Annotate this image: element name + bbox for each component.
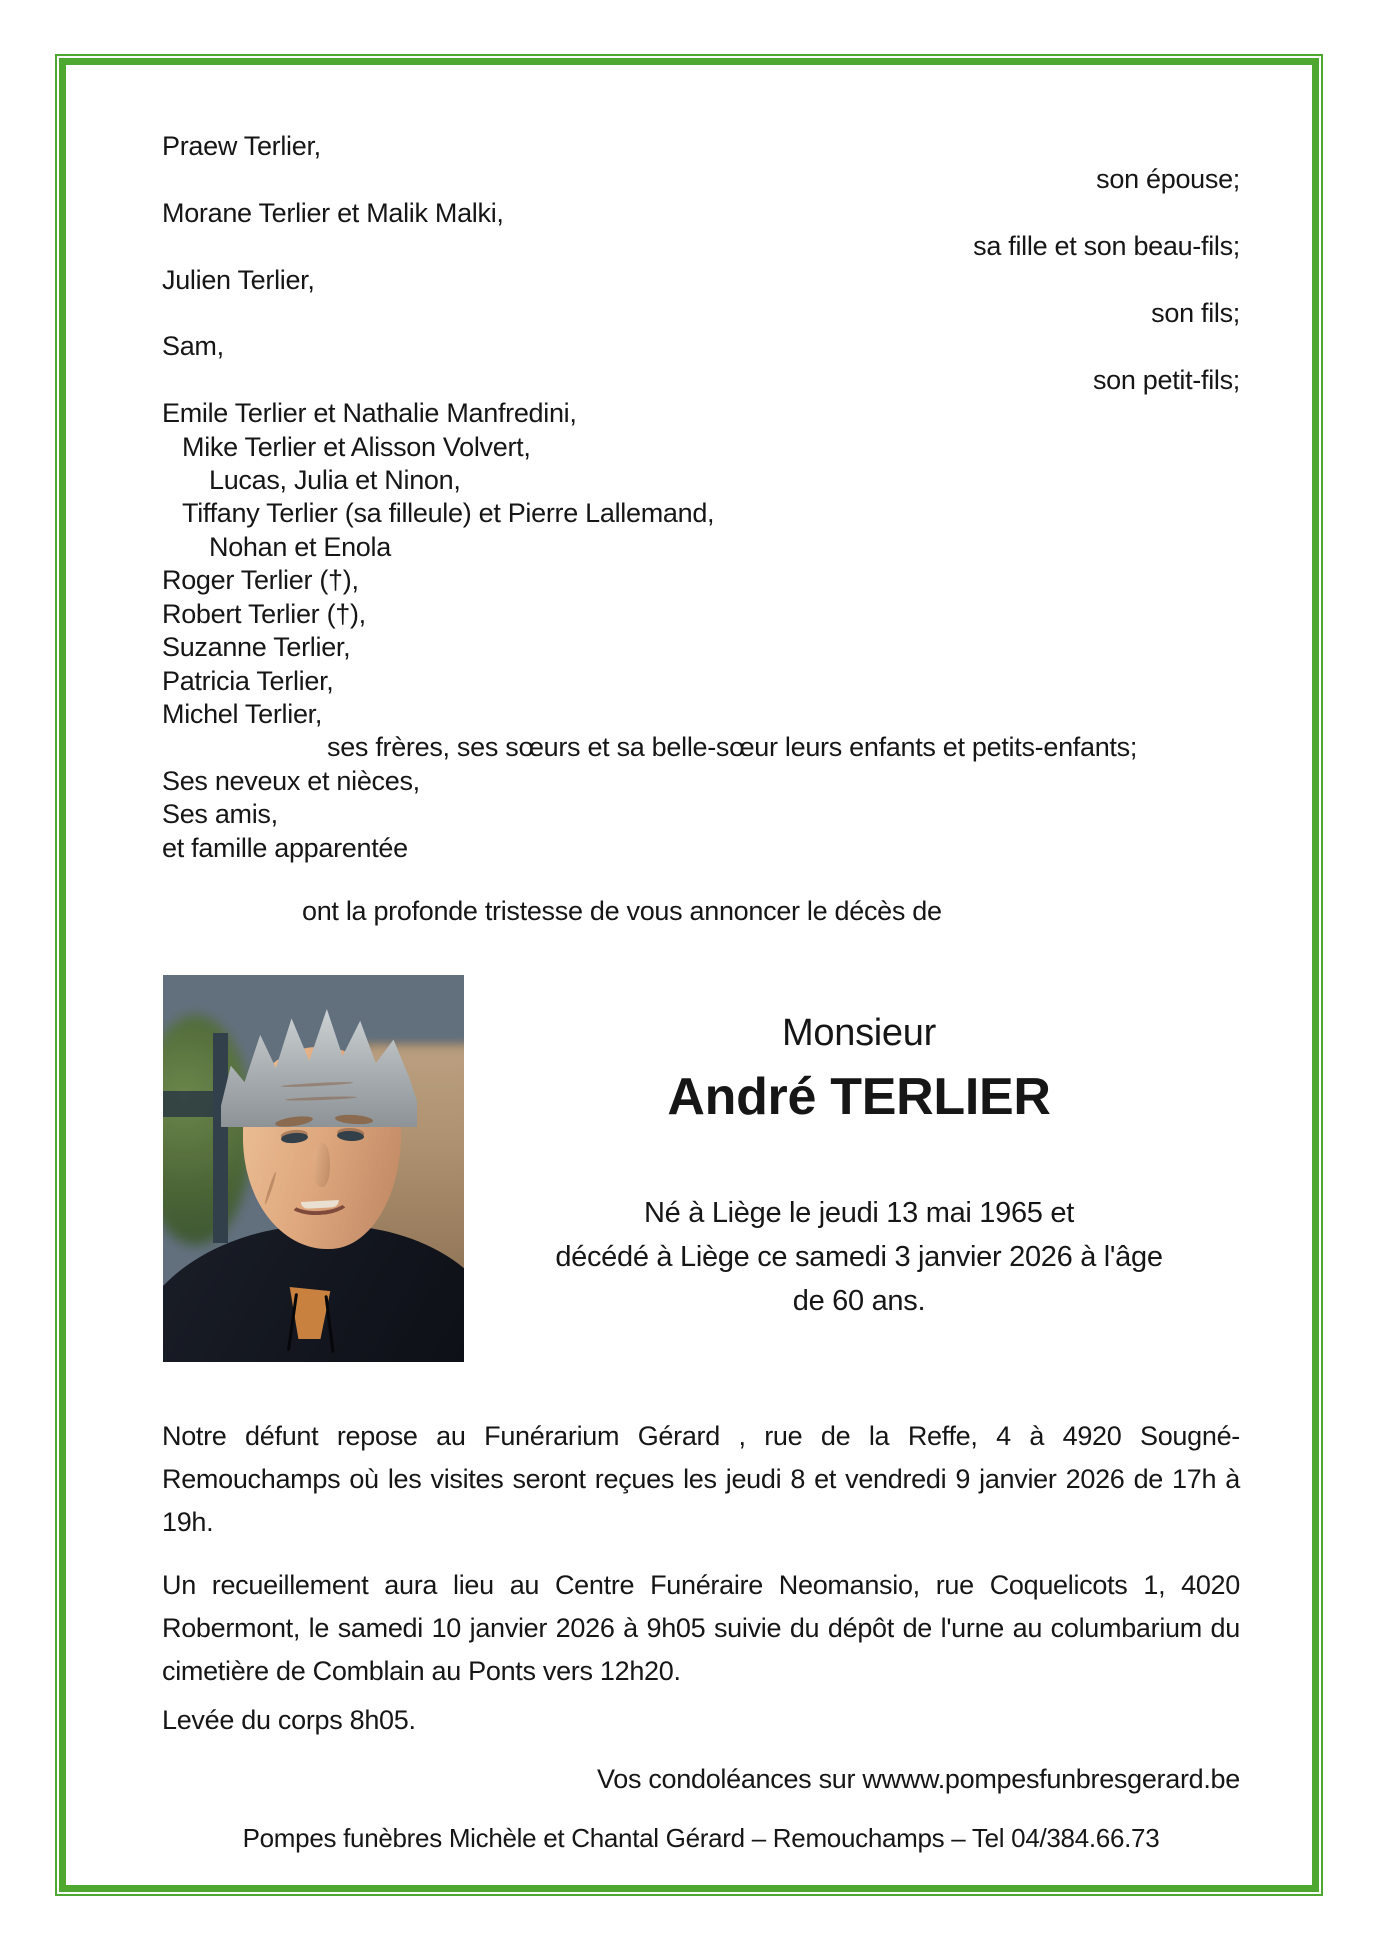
deceased-title: Monsieur bbox=[782, 1011, 936, 1054]
family-line: Ses neveux et nièces, bbox=[162, 765, 420, 796]
photo-nose bbox=[313, 1143, 330, 1187]
life-dates-line: Né à Liège le jeudi 13 mai 1965 et bbox=[644, 1196, 1074, 1229]
family-line: Emile Terlier et Nathalie Manfredini, bbox=[162, 398, 577, 429]
family-line: Suzanne Terlier, bbox=[162, 632, 351, 663]
family-line: Praew Terlier, bbox=[162, 131, 321, 161]
family-line: Michel Terlier, bbox=[162, 698, 323, 729]
family-line: Nohan et Enola bbox=[209, 531, 391, 562]
family-line: Patricia Terlier, bbox=[162, 665, 334, 696]
life-dates-line: de 60 ans. bbox=[792, 1284, 926, 1317]
family-line: Lucas, Julia et Ninon, bbox=[209, 465, 461, 496]
family-line: Ses amis, bbox=[162, 799, 278, 830]
life-dates-line: décédé à Liège ce samedi 3 janvier 2026 à l'âge bbox=[555, 1240, 1163, 1273]
hero-section bbox=[162, 975, 1240, 1362]
family-line: Morane Terlier et Malik Malki, bbox=[162, 197, 504, 228]
levee-du-corps-line: Levée du corps 8h05. bbox=[162, 1704, 416, 1735]
family-line: sa fille et son beau-fils; bbox=[973, 231, 1240, 262]
family-line: et famille apparentée bbox=[162, 832, 408, 863]
family-line: Sam, bbox=[162, 331, 224, 362]
deceased-name: André TERLIER bbox=[667, 1067, 1051, 1126]
family-line: Julien Terlier, bbox=[162, 264, 315, 295]
funeral-home-footer: Pompes funèbres Michèle et Chantal Gérard – Remouchamps – Tel 04/384.66.73 bbox=[242, 1822, 1160, 1853]
family-list bbox=[162, 130, 1240, 865]
announcement-line: ont la profonde tristesse de vous annoncer le décès de bbox=[302, 895, 942, 926]
condolences-line: Vos condoléances sur wwww.pompesfunbresgerard.be bbox=[597, 1763, 1240, 1794]
repose-paragraph: Notre défunt repose au Funérarium Gérard , rue de la Reffe, 4 à 4920 Sougné-Remouchamps où les visites seront reçues les jeudi 8 et vendredi 9 janvier 2026 de 17h à 19h. bbox=[162, 1420, 1240, 1537]
document-content bbox=[162, 130, 1240, 1860]
photo-fence-post bbox=[213, 1033, 228, 1243]
family-line: Roger Terlier (†), bbox=[162, 565, 359, 596]
family-line: son petit-fils; bbox=[1092, 364, 1240, 395]
life-dates bbox=[478, 1191, 1240, 1323]
family-line: Mike Terlier et Alisson Volvert, bbox=[182, 431, 531, 462]
family-line: Robert Terlier (†), bbox=[162, 598, 366, 629]
family-line: son épouse; bbox=[1096, 164, 1240, 195]
family-line: son fils; bbox=[1151, 298, 1240, 329]
family-line: Tiffany Terlier (sa filleule) et Pierre Lallemand, bbox=[182, 498, 715, 529]
family-line: ses frères, ses sœurs et sa belle-sœur leurs enfants et petits-enfants; bbox=[327, 732, 1138, 763]
deceased-block bbox=[478, 975, 1240, 1323]
ceremony-paragraph: Un recueillement aura lieu au Centre Funéraire Neomansio, rue Coquelicots 1, 4020 Robermont, le samedi 10 janvier 2026 à 9h05 suivie du dépôt de l'urne au columbarium du cimetière de Comblain au Ponts vers 12h20. bbox=[162, 1569, 1240, 1686]
portrait-photo bbox=[163, 975, 464, 1362]
